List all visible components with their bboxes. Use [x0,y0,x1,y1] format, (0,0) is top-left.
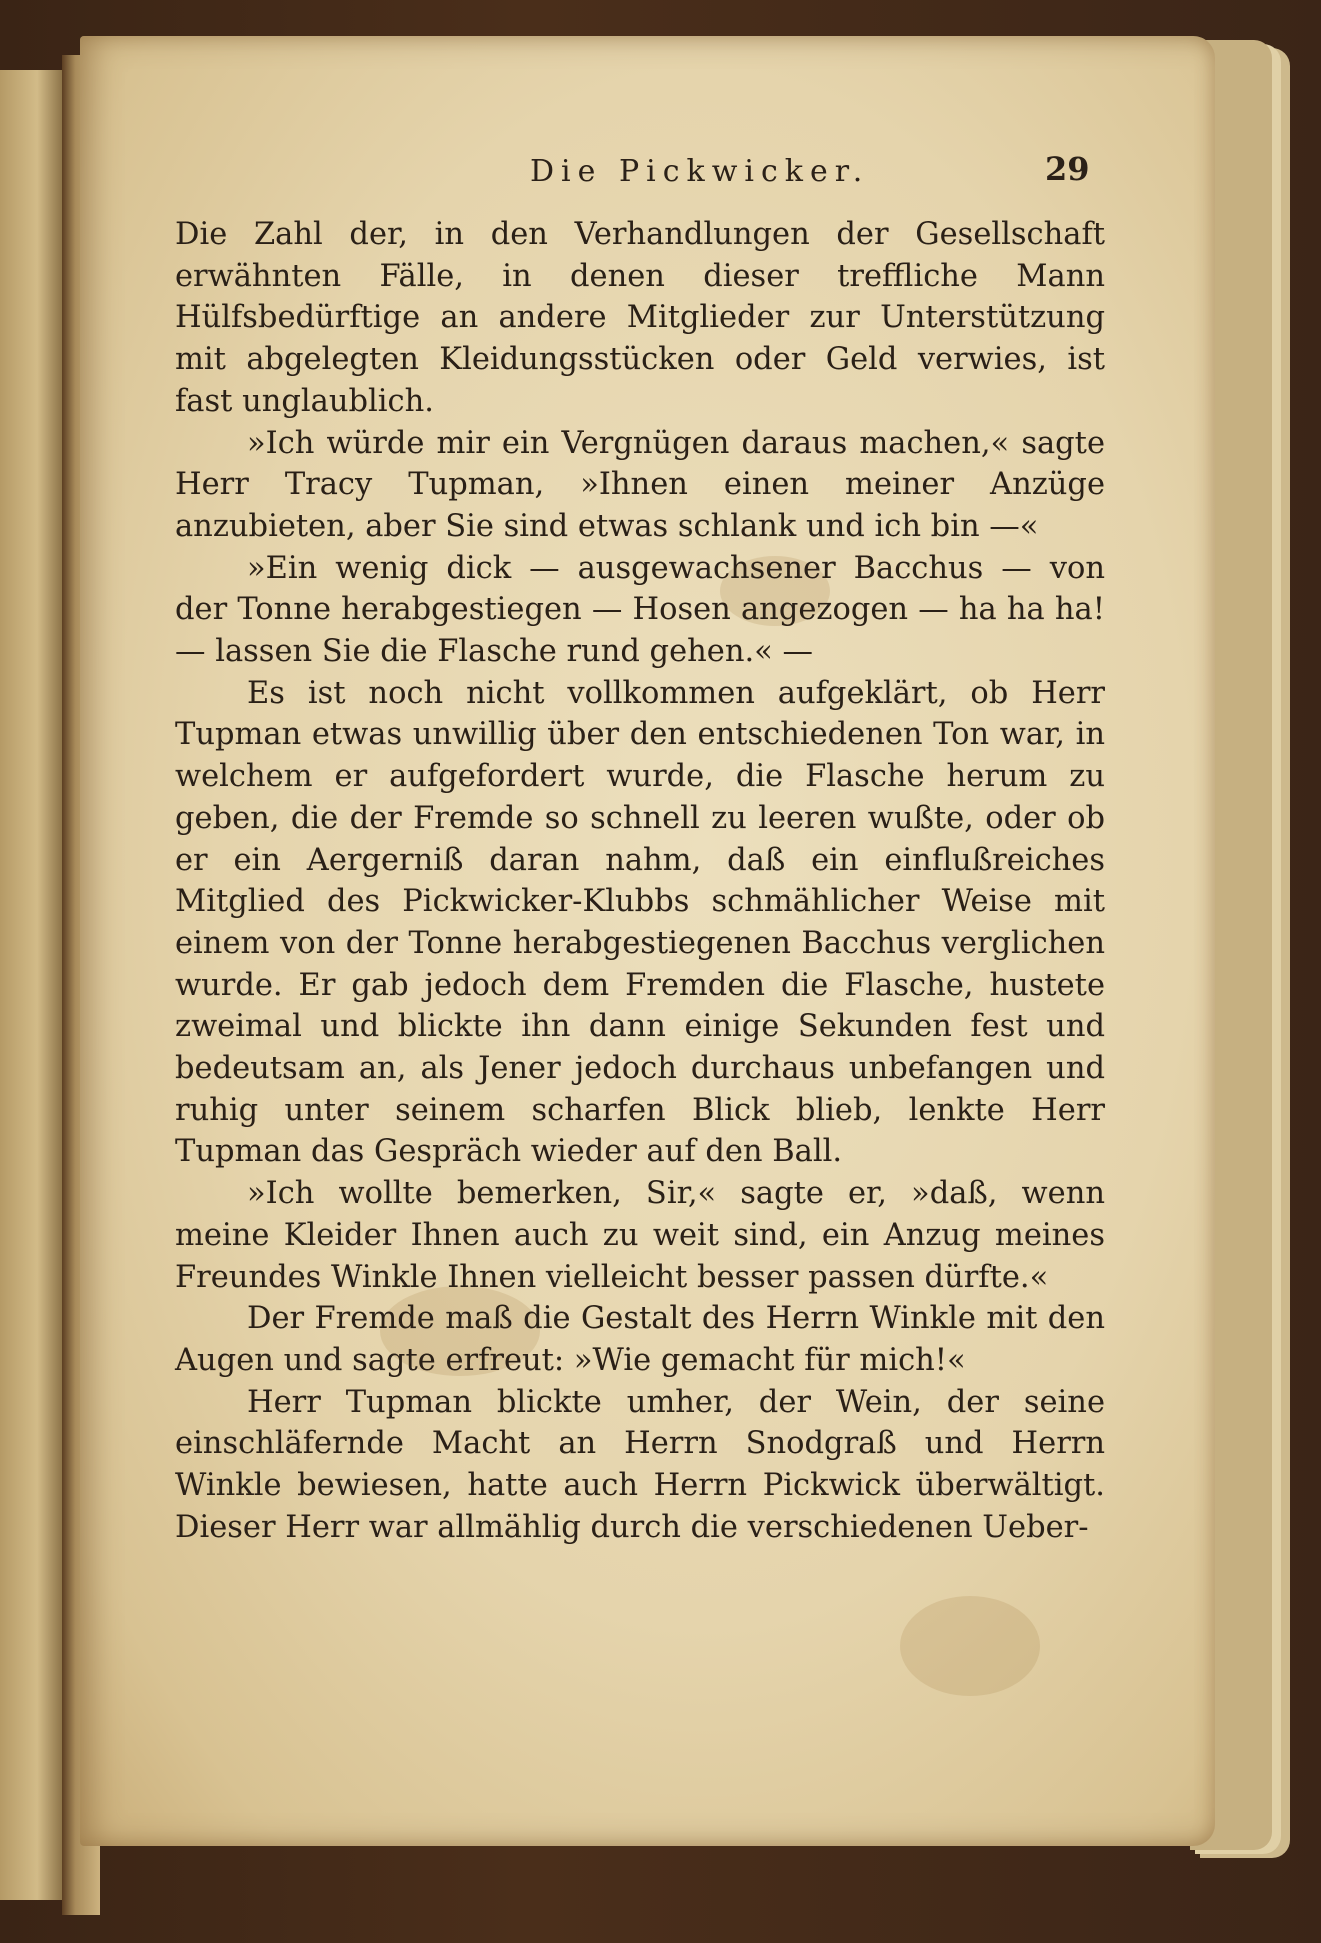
paragraph: Herr Tupman blickte umher, der Wein, der seine einschläfernde Macht an Herrn Snodgraß und Herrn Winkle bewiesen, hatte auch Herrn Pickwick überwältigt. Dieser Herr war allmählig durch die verschiedenen Ueber- [175,1384,1105,1545]
book-page [80,36,1215,1846]
facing-page-edge [0,70,62,1900]
paragraph: Es ist noch nicht vollkommen aufgeklärt, ob Herr Tupman etwas unwillig über den entschiedenen Ton war, in welchem er aufgefordert wurde, die Flasche herum zu geben, die der Fremde so schnell zu leeren wußte, oder ob er ein Aergerniß daran nahm, daß ein einflußreiches Mitglied des Pickwicker-Klubbs schmählicher Weise mit einem von der Tonne herabgestiegenen Bacchus verglichen wurde. Er gab jedoch dem Fremden die Flasche, hustete zweimal und blickte ihn dann einige Sekunden fest und bedeutsam an, als Jener jedoch durchaus unbefangen und ruhig unter seinem scharfen Blick blieb, lenkte Herr Tupman das Gespräch wieder auf den Ball. [175,675,1105,1170]
paper-stain [900,1596,1040,1696]
paragraph: »Ich würde mir ein Vergnügen daraus machen,« sagte Herr Tracy Tupman, »Ihnen einen meiner Anzüge anzubieten, aber Sie sind etwas schlank und ich bin —« [175,425,1105,544]
paragraph: »Ein wenig dick — ausgewachsener Bacchus — von der Tonne herabgestiegen — Hosen angezogen — ha ha ha! — lassen Sie die Flasche rund gehen.« — [175,550,1105,670]
body-text [175,214,1105,1549]
paragraph: »Ich wollte bemerken, Sir,« sagte er, »daß, wenn meine Kleider Ihnen auch zu weit sind, ein Anzug meines Freundes Winkle Ihnen vielleicht besser passen dürfte.« [175,1176,1105,1295]
paragraph: Die Zahl der, in den Verhandlungen der Gesellschaft erwähnten Fälle, in denen dieser treffliche Mann Hülfsbedürftige an andere Mitglieder zur Unterstützung mit abgelegten Kleidungsstücken oder Geld verwies, ist fast unglaublich. [175,217,1105,419]
paragraph: Der Fremde maß die Gestalt des Herrn Winkle mit den Augen und sagte erfreut: »Wie gemacht für mich!« [175,1301,1105,1378]
page-number: 29 [1045,150,1090,188]
running-head: Die Pickwicker. [530,154,870,189]
page-header [175,146,1095,206]
